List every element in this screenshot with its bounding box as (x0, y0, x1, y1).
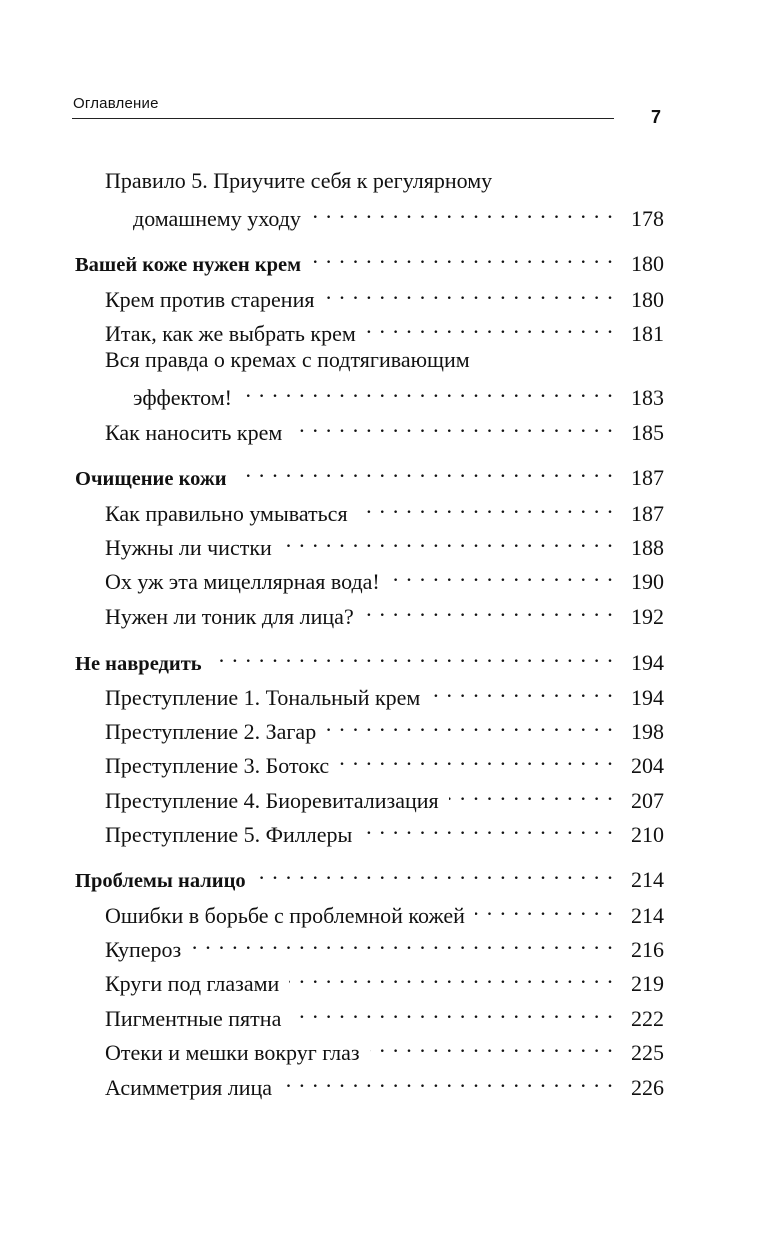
toc-entry-title: Пигментные пятна (105, 1006, 282, 1031)
toc-entry-title: Итак, как же выбрать крем (105, 321, 356, 346)
toc-entry-title: Крем против старения (105, 287, 315, 312)
toc-entry-title: Преступление 2. Загар (105, 719, 317, 744)
toc-entry[interactable] (105, 927, 664, 962)
toc-entry-page: 190 (631, 569, 664, 594)
toc-entry-page: 204 (631, 753, 664, 778)
toc-entry-rule-5[interactable] (105, 166, 664, 231)
toc-entry[interactable] (105, 525, 664, 560)
toc-entry-title: Преступление 3. Ботокс (105, 753, 330, 778)
toc-entry-title: Асимметрия лица (105, 1075, 273, 1100)
dot-leader (358, 491, 614, 521)
dot-leader (292, 410, 614, 440)
toc-entry-title: Как наносить крем (105, 420, 283, 445)
toc-entry-page: 226 (631, 1075, 664, 1100)
toc-entry-page: 194 (631, 685, 664, 710)
toc-chapter-title: Проблемы налицо (75, 870, 246, 892)
toc-entry[interactable] (105, 675, 664, 710)
toc-entry-title: Преступление 5. Филлеры (105, 822, 353, 847)
dot-leader (366, 311, 614, 341)
dot-leader (362, 812, 614, 842)
toc-entry-page: 214 (631, 867, 664, 892)
toc-entry-page: 216 (631, 937, 664, 962)
toc-entry-page: 225 (631, 1040, 664, 1065)
toc-entry[interactable] (105, 1030, 664, 1065)
toc-entry[interactable] (105, 410, 664, 445)
toc-entry-title: Преступление 1. Тональный крем (105, 685, 421, 710)
toc-entry-title: Преступление 4. Биоревитализация (105, 788, 439, 813)
dot-leader (339, 743, 614, 773)
dot-leader (242, 375, 614, 405)
toc-entry[interactable] (105, 961, 664, 996)
toc-entry-page: 210 (631, 822, 664, 847)
dot-leader (311, 241, 614, 271)
toc-entry-page: 185 (631, 420, 664, 445)
toc-entry[interactable] (105, 743, 664, 778)
toc-entry-page: 181 (631, 321, 664, 346)
toc-entry-page: 214 (631, 903, 664, 928)
toc-chapter-problems[interactable] (75, 857, 664, 892)
toc-entry[interactable] (105, 559, 664, 594)
dot-leader (282, 525, 614, 555)
toc-entry-title: Круги под глазами (105, 971, 280, 996)
dot-leader (311, 196, 614, 226)
toc-chapter-cream[interactable] (75, 241, 664, 276)
toc-entry-title: Правило 5. Приучите себя к регулярному (105, 168, 493, 193)
toc-entry-title-continued: эффектом! (133, 385, 233, 410)
toc-entry-page: 187 (631, 465, 664, 490)
toc-entry-title: Отеки и мешки вокруг глаз (105, 1040, 360, 1065)
toc-entry[interactable] (105, 709, 664, 744)
toc-entry-title: Нужен ли тоник для лица? (105, 604, 354, 629)
toc-entry-page: 194 (631, 650, 664, 675)
dot-leader (212, 640, 614, 670)
toc-chapter-cleansing[interactable] (75, 455, 664, 490)
toc-entry-page: 183 (631, 385, 664, 410)
page-number: 7 (651, 107, 662, 127)
toc-entry[interactable] (105, 1065, 664, 1100)
dot-leader (475, 893, 614, 923)
dot-leader (430, 675, 614, 705)
dot-leader (370, 1030, 614, 1060)
toc-entry-page: 188 (631, 535, 664, 560)
toc-entry-title: Нужны ли чистки (105, 535, 272, 560)
toc-entry[interactable] (105, 311, 664, 346)
dot-leader (191, 927, 614, 957)
toc-entry[interactable] (105, 594, 664, 629)
toc-entry-lifting-creams[interactable] (105, 345, 664, 410)
toc-entry-title: Ох уж эта мицеллярная вода! (105, 569, 380, 594)
toc-entry-page: 222 (631, 1006, 664, 1031)
toc-entry[interactable] (105, 893, 664, 928)
dot-leader (291, 996, 614, 1026)
toc-entry[interactable] (105, 277, 664, 312)
dot-leader (326, 709, 614, 739)
toc-entry-page: 180 (631, 251, 664, 276)
toc-chapter-title: Вашей коже нужен крем (75, 254, 302, 276)
dot-leader (237, 455, 614, 485)
toc-entry-page: 219 (631, 971, 664, 996)
toc-entry-title-continued: домашнему уходу (133, 206, 301, 231)
running-title: Оглавление (73, 95, 159, 112)
toc-entry-title: Купероз (105, 937, 182, 962)
toc-entry[interactable] (105, 996, 664, 1031)
toc-entry-page: 178 (631, 206, 664, 231)
dot-leader (256, 857, 614, 887)
toc-chapter-title: Не навредить (75, 653, 202, 675)
toc-entry-title: Ошибки в борьбе с проблемной кожей (105, 903, 465, 928)
dot-leader (289, 961, 614, 991)
toc-entry-title: Вся правда о кремах с подтягивающим (105, 347, 470, 372)
dot-leader (364, 594, 614, 624)
toc-entry-title: Как правильно умываться (105, 501, 348, 526)
toc-entry-page: 207 (631, 788, 664, 813)
toc-entry[interactable] (105, 778, 664, 813)
toc-entry-page: 198 (631, 719, 664, 744)
toc-entry-page: 180 (631, 287, 664, 312)
toc-entry-page: 187 (631, 501, 664, 526)
dot-leader (390, 559, 614, 589)
toc-entry[interactable] (105, 491, 664, 526)
toc-entry-page: 192 (631, 604, 664, 629)
toc-chapter-do-no-harm[interactable] (75, 640, 664, 675)
toc-chapter-title: Очищение кожи (75, 468, 227, 490)
toc-entry[interactable] (105, 812, 664, 847)
dot-leader (449, 778, 614, 808)
dot-leader (324, 277, 614, 307)
dot-leader (282, 1065, 614, 1095)
